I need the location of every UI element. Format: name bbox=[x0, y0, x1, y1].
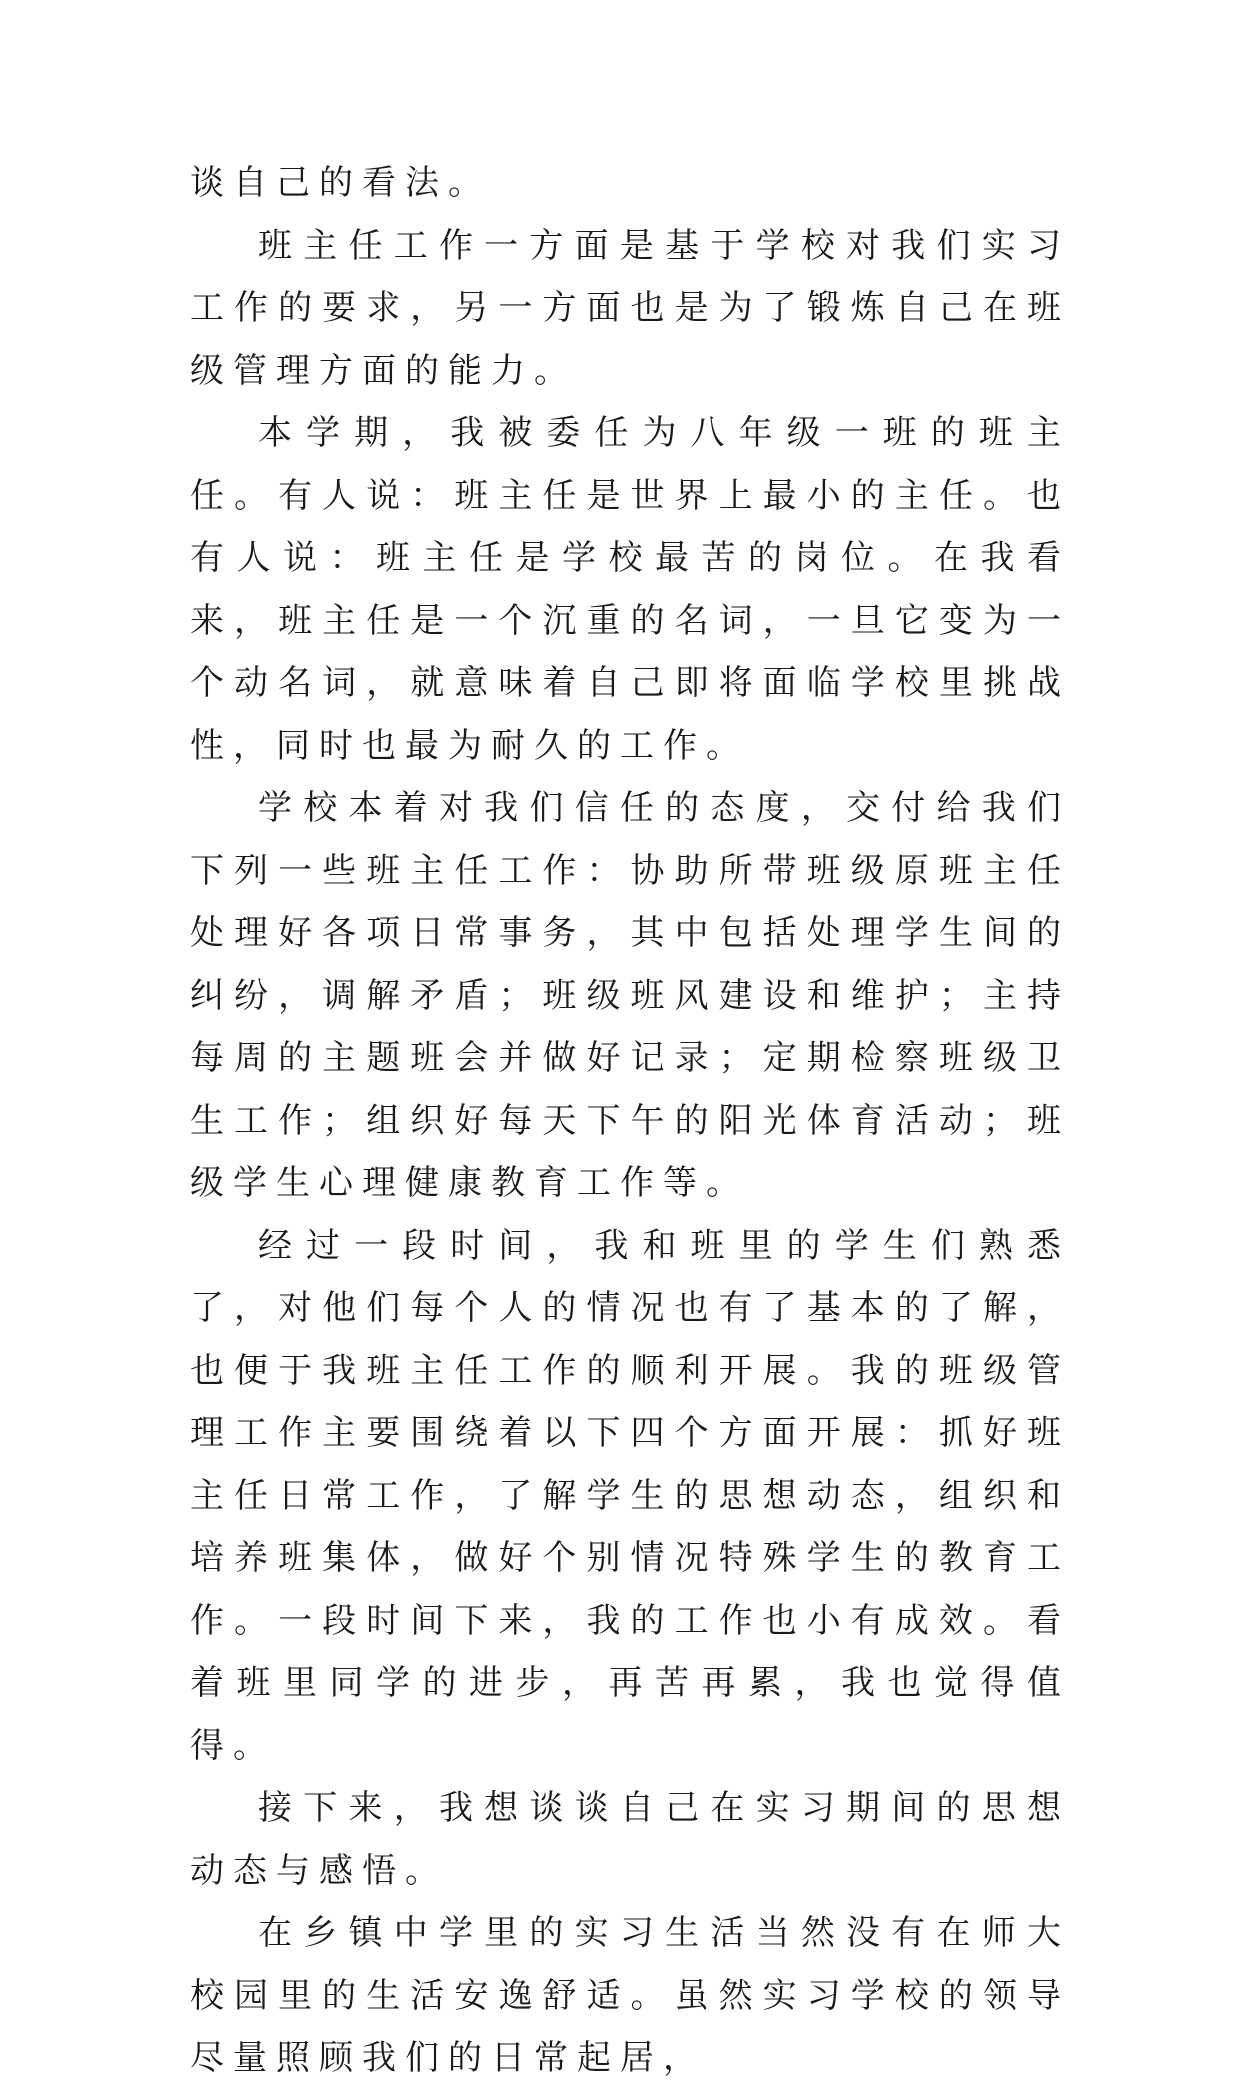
paragraph-6: 接下来，我想谈谈自己在实习期间的思想动态与感悟。 bbox=[190, 1788, 1070, 1891]
paragraph-1: 谈自己的看法。 bbox=[190, 163, 491, 203]
paragraph-2: 班主任工作一方面是基于学校对我们实习工作的要求，另一方面也是为了锻炼自己在班级管理方面的能力。 bbox=[190, 225, 1070, 391]
document-body bbox=[190, 152, 1070, 2090]
paragraph-5: 经过一段时间，我和班里的学生们熟悉了，对他们每个人的情况也有了基本的了解，也便于我班主任工作的顺利开展。我的班级管理工作主要围绕着以下四个方面开展：抓好班主任日常工作，了解学生的思想动态，组织和培养班集体，做好个别情况特殊学生的教育工作。一段时间下来，我的工作也小有成效。看着班里同学的进步，再苦再累，我也觉得值得。 bbox=[190, 1225, 1070, 1766]
paragraph-3: 本学期，我被委任为八年级一班的班主任。有人说：班主任是世界上最小的主任。也有人说：班主任是学校最苦的岗位。在我看来，班主任是一个沉重的名词，一旦它变为一个动名词，就意味着自己即将面临学校里挑战性，同时也最为耐久的工作。 bbox=[190, 413, 1070, 766]
paragraph-7: 在乡镇中学里的实习生活当然没有在师大校园里的生活安逸舒适。虽然实习学校的领导尽量照顾我们的日常起居， bbox=[190, 1913, 1070, 2078]
paragraph-4: 学校本着对我们信任的态度，交付给我们下列一些班主任工作：协助所带班级原班主任处理好各项日常事务，其中包括处理学生间的纠纷，调解矛盾；班级班风建设和维护；主持每周的主题班会并做好记录；定期检察班级卫生工作；组织好每天下午的阳光体育活动；班级学生心理健康教育工作等。 bbox=[190, 788, 1070, 1203]
